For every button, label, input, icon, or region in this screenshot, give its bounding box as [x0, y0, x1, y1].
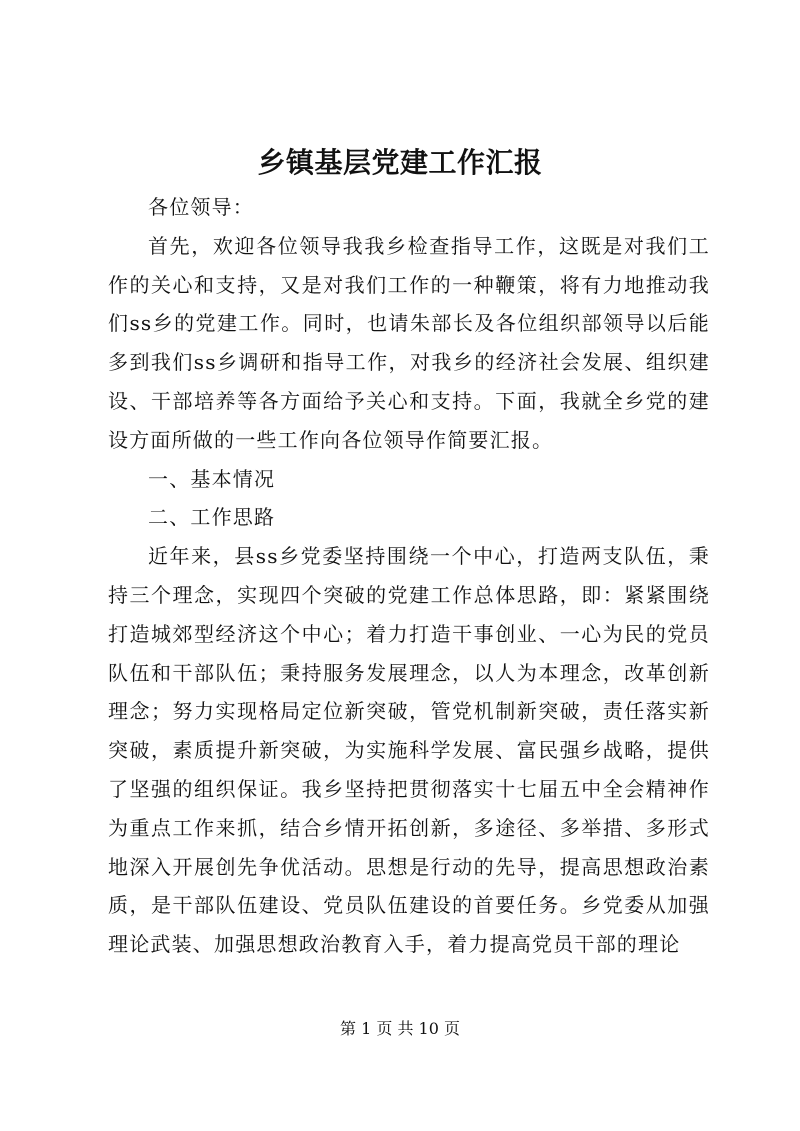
document-body: [108, 188, 710, 964]
work-approach-paragraph: 近年来，县ss乡党委坚持围绕一个中心，打造两支队伍，秉持三个理念，实现四个突破的党建工作总体思路，即：紧紧围绕打造城郊型经济这个中心；着力打造干事创业、一心为民的党员队伍和干部队伍；秉持服务发展理念，以人为本理念，改革创新理念；努力实现格局定位新突破，管党机制新突破，责任落实新突破，素质提升新突破，为实施科学发展、富民强乡战略，提供了坚强的组织保证。我乡坚持把贯彻落实十七届五中全会精神作为重点工作来抓，结合乡情开拓创新，多途径、多举措、多形式地深入开展创先争优活动。思想是行动的先导，提高思想政治素质，是干部队伍建设、党员队伍建设的首要任务。乡党委从加强理论武装、加强思想政治教育入手，着力提高党员干部的理论: [108, 544, 710, 957]
intro-paragraph: 首先，欢迎各位领导我我乡检查指导工作，这既是对我们工作的关心和支持，又是对我们工作的一种鞭策，将有力地推动我们ss乡的党建工作。同时，也请朱部长及各位组织部领导以后能多到我们ss乡调研和指导工作，对我乡的经济社会发展、组织建设、干部培养等各方面给予关心和支持。下面，我就全乡党的建设方面所做的一些工作向各位领导作简要汇报。: [108, 233, 710, 452]
page-footer: 第 1 页 共 10 页: [340, 1019, 460, 1038]
page-title: 乡镇基层党建工作汇报: [257, 146, 543, 179]
salutation-paragraph: 各位领导：: [148, 195, 254, 219]
section-heading-basic-situation: 一、基本情况: [148, 466, 276, 491]
section-heading-work-approach: 二、工作思路: [148, 505, 276, 530]
